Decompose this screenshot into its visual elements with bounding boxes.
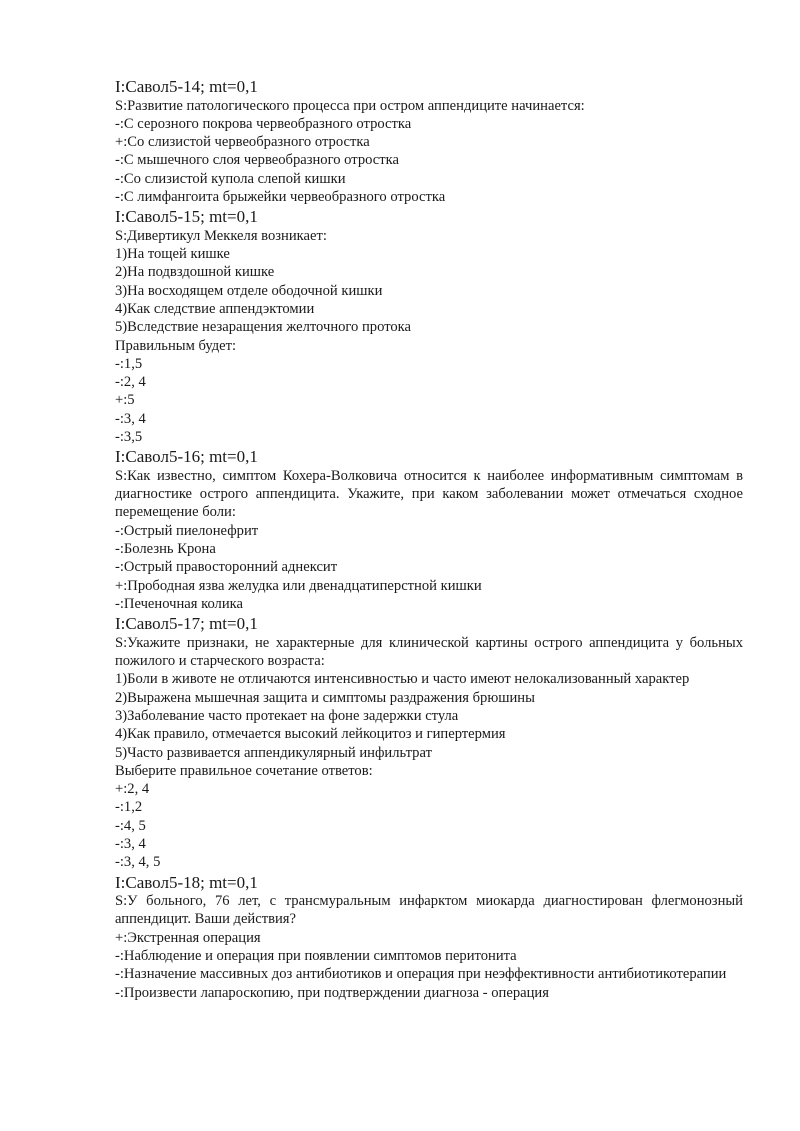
answer-option: -:Печеночная колика: [115, 595, 243, 612]
question-block: [115, 77, 743, 206]
answer-option: -:3,5: [115, 429, 143, 446]
statement-item: 4)Как правило, отмечается высокий лейкоцитоз и гипертермия: [115, 726, 506, 743]
question-header: I:Савол5-18; mt=0,1: [115, 872, 258, 892]
answer-option: -:3, 4, 5: [115, 854, 161, 871]
question-header: I:Савол5-15; mt=0,1: [115, 207, 258, 227]
answer-option: +:5: [115, 392, 135, 409]
answer-option: -:Острый правосторонний аднексит: [115, 559, 338, 576]
question-stem: S:Как известно, симптом Кохера-Волковича относится к наиболее информативным симптомам в диагностике острого аппендицита. Укажите, при каком заболевании может отмечаться сходное перемещение боли:: [115, 467, 743, 521]
answer-option: -:3, 4: [115, 835, 146, 852]
answer-option: -:С серозного покрова червеобразного отростка: [115, 115, 412, 132]
answer-option: +:Экстренная операция: [115, 929, 261, 946]
answer-option: +:Со слизистой червеобразного отростка: [115, 134, 370, 151]
question-stem: S:Дивертикул Меккеля возникает:: [115, 227, 327, 244]
answer-option: -:Болезнь Крона: [115, 541, 216, 558]
question-stem: S:Укажите признаки, не характерные для клинической картины острого аппендицита у больных пожилого и старческого возраста:: [115, 634, 743, 670]
answer-option: -:4, 5: [115, 817, 146, 834]
question-block: [115, 447, 743, 613]
question-block: [115, 207, 743, 446]
statement-item: 2)Выражена мышечная защита и симптомы раздражения брюшины: [115, 689, 535, 706]
answer-option: -:Со слизистой купола слепой кишки: [115, 170, 346, 187]
answer-option: -:2, 4: [115, 374, 146, 391]
statement-item: 3)Заболевание часто протекает на фоне задержки стула: [115, 707, 459, 724]
answer-option: -:Наблюдение и операция при появлении симптомов перитонита: [115, 947, 517, 964]
statement-item: 5)Часто развивается аппендикулярный инфильтрат: [115, 744, 432, 761]
statement-item: 4)Как следствие аппендэктомии: [115, 300, 315, 317]
question-header: I:Савол5-16; mt=0,1: [115, 447, 258, 467]
question-block: [115, 873, 743, 1002]
answer-prompt: Правильным будет:: [115, 337, 237, 354]
question-stem: S:У больного, 76 лет, с трансмуральным инфарктом миокарда диагностирован флегмонозный аппендицит. Ваши действия?: [115, 893, 743, 928]
document-page: [115, 76, 743, 1002]
answer-option: -:Острый пиелонефрит: [115, 522, 259, 539]
question-block: [115, 614, 743, 871]
question-header: I:Савол5-17; mt=0,1: [115, 614, 258, 634]
answer-option: -:С мышечного слоя червеобразного отростка: [115, 152, 399, 169]
answer-option: -:Назначение массивных доз антибиотиков и операция при неэффективности антибиотикотерапии: [115, 966, 727, 983]
answer-option: -:Произвести лапароскопию, при подтверждении диагноза - операция: [115, 984, 549, 1001]
statement-item: 1)Боли в животе не отличаются интенсивностью и часто имеют нелокализованный характер: [115, 671, 690, 688]
statement-item: 2)На подвздошной кишке: [115, 264, 275, 281]
statement-item: 1)На тощей кишке: [115, 246, 230, 263]
answer-option: -:1,5: [115, 355, 143, 372]
statement-item: 3)На восходящем отделе ободочной кишки: [115, 282, 383, 299]
answer-option: -:1,2: [115, 799, 143, 816]
statement-item: 5)Вследствие незаращения желточного протока: [115, 319, 412, 336]
question-stem: S:Развитие патологического процесса при остром аппендиците начинается:: [115, 97, 585, 114]
question-header: I:Савол5-14; mt=0,1: [115, 77, 258, 96]
answer-option: -:3, 4: [115, 410, 146, 427]
answer-option: +:2, 4: [115, 781, 150, 798]
answer-option: +:Прободная язва желудка или двенадцатиперстной кишки: [115, 577, 482, 594]
answer-option: -:С лимфангоита брыжейки червеобразного отростка: [115, 188, 446, 205]
answer-prompt: Выберите правильное сочетание ответов:: [115, 762, 373, 779]
